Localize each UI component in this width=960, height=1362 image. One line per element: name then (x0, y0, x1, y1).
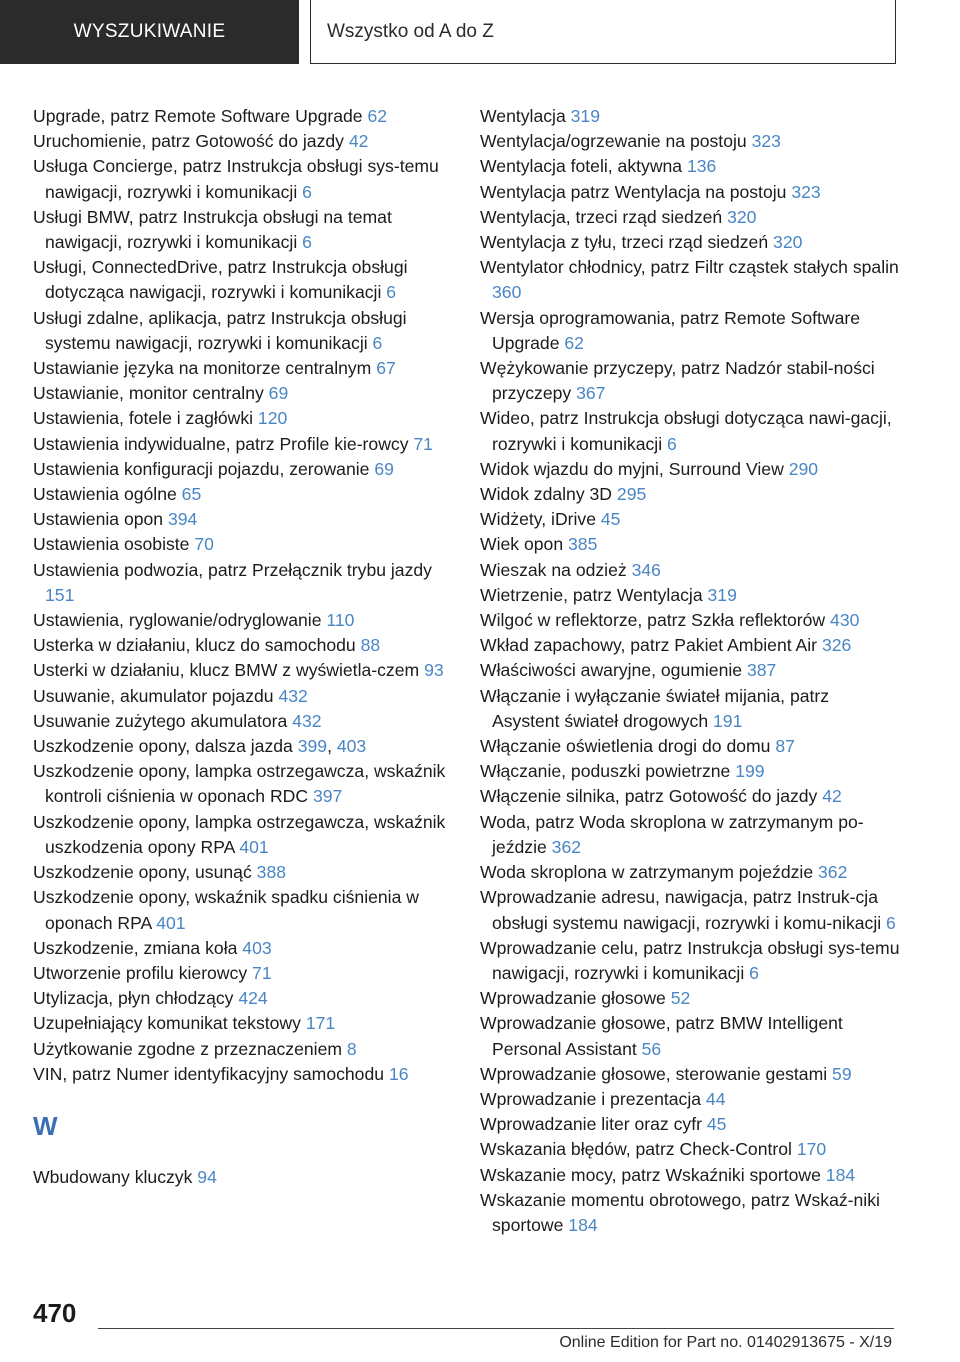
index-entry (33, 457, 453, 482)
index-entry-text: Uszkodzenie opony, wskaźnik spadku ciśnienia w oponach RPA (33, 887, 419, 933)
page-link[interactable]: 93 (424, 660, 444, 681)
index-entry-text: Usuwanie, akumulator pojazdu (33, 685, 279, 706)
page-link[interactable]: 6 (302, 181, 312, 202)
page-link[interactable]: 320 (773, 232, 803, 253)
index-entry-text: Uruchomienie, patrz Gotowość do jazdy (33, 131, 349, 152)
page-link[interactable]: 319 (570, 106, 600, 126)
page-link[interactable]: 42 (348, 131, 369, 152)
index-entry-text: Uzupełniający komunikat tekstowy (33, 1013, 306, 1034)
index-entry (33, 1165, 453, 1190)
index-entry-text: Wbudowany kluczyk (33, 1166, 198, 1187)
index-entry-text: Uszkodzenie opony, lampka ostrzegawcza, wskaźnik kontroli ciśnienia w oponach RDC (33, 761, 446, 807)
index-entry (480, 1087, 900, 1112)
index-entry-text: Usługi BMW, patrz Instrukcja obsługi na temat nawigacji, rozrywki i komunikacji (33, 206, 392, 253)
page-link[interactable]: 87 (775, 736, 795, 757)
index-entry-text: Ustawianie, monitor centralny (33, 383, 269, 404)
index-entry (480, 936, 900, 986)
index-entry-text: Ustawienia ogólne (33, 484, 182, 505)
index-entry (33, 658, 453, 683)
index-entry (480, 104, 900, 129)
index-entry (480, 986, 900, 1011)
index-entry-text: Usuwanie zużytego akumulatora (33, 710, 293, 731)
index-entry (33, 633, 453, 658)
index-entry-text: Wskazanie mocy, patrz Wskaźniki sportowe (480, 1164, 826, 1185)
page-link[interactable]: 191 (713, 710, 743, 731)
index-entry-text: Wskazania błędów, patrz Check-Control (480, 1139, 797, 1160)
index-entry: Uszkodzenie opony, dalsza jazda 399, 403 (33, 736, 367, 757)
index-entry (480, 658, 900, 683)
index-entry-text: Uszkodzenie opony, dalsza jazda (33, 736, 298, 757)
page-link[interactable]: 394 (167, 509, 198, 530)
index-entry (33, 205, 453, 255)
footer-divider (98, 1328, 894, 1329)
page-link[interactable]: 59 (832, 1063, 852, 1084)
index-entry-text: Usterka w działaniu, klucz do samochodu (33, 635, 361, 656)
section-letter: W (33, 1110, 58, 1141)
index-entry (33, 684, 453, 709)
index-entry-text: Włączenie silnika, patrz Gotowość do jazdy (480, 786, 823, 807)
index-entry (480, 457, 900, 482)
index-entry (480, 129, 900, 154)
index-entry (33, 432, 453, 457)
index-entry-text: Wideo, patrz Instrukcja obsługi dotycząca nawi-gacji, rozrywki i komunikacji (480, 408, 892, 454)
index-entry-text: Wersja oprogramowania, patrz Remote Software Upgrade (480, 307, 861, 353)
page-link[interactable]: 184 (825, 1164, 856, 1185)
index-entry-text: Wieszak na odzież (480, 559, 632, 580)
index-entry-text: Wentylacja, trzeci rząd siedzeń (480, 206, 728, 227)
page-link[interactable]: 67 (376, 358, 396, 379)
page-link[interactable]: 323 (791, 181, 821, 202)
index-entry (33, 885, 453, 935)
page-link[interactable]: 45 (706, 1114, 727, 1135)
page-link[interactable]: 62 (564, 332, 584, 353)
index-entry (480, 633, 900, 658)
index-entry (33, 129, 453, 154)
index-entry (480, 810, 900, 860)
page-link[interactable]: 6 (386, 282, 397, 303)
page-link[interactable]: 170 (796, 1139, 827, 1160)
index-entry-text: Woda skroplona w zatrzymanym pojeździe (480, 862, 819, 883)
page-link[interactable]: 326 (821, 635, 852, 656)
page-link[interactable]: 120 (257, 408, 288, 429)
index-entry-text: Upgrade, patrz Remote Software Upgrade (33, 106, 368, 126)
index-entry (480, 885, 900, 935)
index-entry-text: Wiek opon (480, 534, 569, 555)
page-link[interactable]: 52 (670, 988, 691, 1009)
index-entry-text: Wężykowanie przyczepy, patrz Nadzór stabil-ności przyczepy (480, 358, 875, 404)
page-link[interactable]: 323 (751, 131, 781, 152)
page-link[interactable]: 362 (551, 836, 582, 857)
index-entry-text: Ustawienia, fotele i zagłówki (33, 408, 258, 429)
index-entry (33, 1037, 453, 1062)
index-entry (33, 154, 453, 204)
page-link[interactable]: 45 (600, 509, 621, 530)
index-entry (33, 507, 453, 532)
page-link[interactable]: 290 (788, 458, 819, 479)
page-link[interactable]: 6 (302, 232, 312, 253)
index-entry-text: Ustawianie języka na monitorze centralnym (33, 358, 377, 379)
index-entry-text: Ustawienia opon (33, 509, 168, 530)
index-entry (480, 255, 900, 305)
index-entry (33, 255, 453, 305)
index-entry-text: Usługa Concierge, patrz Instrukcja obsługi sys-temu nawigacji, rozrywki i komunikacji (33, 156, 439, 202)
current-tab[interactable]: Wszystko od A do Z (310, 0, 896, 64)
page-link[interactable]: 56 (641, 1038, 662, 1059)
page-link[interactable]: 184 (568, 1214, 598, 1235)
page-link[interactable]: 346 (631, 559, 661, 580)
index-entry-text: Wentylator chłodnicy, patrz Filtr cząstek stałych spalin (480, 257, 899, 278)
index-entry-text: Wietrzenie, patrz Wentylacja (480, 584, 708, 605)
index-entry (480, 406, 900, 456)
index-entry-text: Wprowadzanie adresu, nawigacja, patrz Instruk-cja obsługi systemu nawigacji, rozrywki i komu-nikacji (480, 887, 887, 933)
page-link[interactable]: 6 (667, 433, 677, 454)
index-entry (480, 205, 900, 230)
page-link[interactable]: 6 (749, 962, 759, 983)
page-link[interactable]: 44 (705, 1088, 726, 1109)
index-entry (480, 1137, 900, 1162)
index-entry (480, 860, 900, 885)
index-entry (33, 759, 453, 809)
index-entry (480, 583, 900, 608)
index-entry-text: Wentylacja foteli, aktywna (480, 156, 687, 177)
index-entry (480, 306, 900, 356)
index-entry (480, 684, 900, 734)
index-entry (33, 608, 453, 633)
index-entry (33, 860, 453, 885)
index-entry-text: Ustawienia, ryglowanie/odryglowanie (33, 610, 327, 631)
index-entry (33, 532, 453, 557)
index-entry-text: Wentylacja/ogrzewanie na postoju (480, 131, 752, 152)
index-entry-text: Wentylacja patrz Wentylacja na postoju (480, 181, 792, 202)
index-entry-text: Widok zdalny 3D (480, 484, 617, 505)
index-entry (33, 356, 453, 381)
page-link[interactable]: 295 (616, 484, 647, 505)
page-link[interactable]: 42 (822, 786, 842, 807)
index-entry (480, 230, 900, 255)
index-entry-text: Wprowadzanie głosowe, patrz BMW Intelligent Personal Assistant (480, 1013, 843, 1059)
index-entry-text: Widżety, iDrive (480, 509, 601, 530)
page-link[interactable]: 320 (727, 206, 757, 227)
page-link[interactable]: 151 (45, 584, 75, 605)
index-entry-text: Wkład zapachowy, patrz Pakiet Ambient Air (480, 635, 822, 656)
index-entry (480, 356, 900, 406)
page-link[interactable]: 319 (707, 584, 737, 605)
page-link[interactable]: 110 (326, 610, 355, 631)
page-link[interactable]: 88 (360, 635, 381, 656)
page-link[interactable]: 403 (336, 736, 367, 757)
index-entry (480, 482, 900, 507)
page-link[interactable]: 397 (312, 786, 343, 807)
index-entry (480, 507, 900, 532)
page-link[interactable]: 424 (238, 988, 268, 1009)
index-entry-text: Ustawienia podwozia, patrz Przełącznik trybu jazdy (33, 559, 432, 580)
page-link[interactable]: 401 (156, 912, 186, 933)
index-entry (33, 810, 453, 860)
page-link[interactable]: 8 (346, 1038, 357, 1059)
page-link[interactable]: 71 (252, 962, 272, 983)
page-link[interactable]: 199 (735, 761, 765, 782)
page-link[interactable]: 430 (830, 610, 860, 631)
page-link[interactable]: 70 (194, 534, 214, 555)
index-entry-text: Wprowadzanie głosowe (480, 988, 671, 1009)
index-entry (480, 532, 900, 557)
index-entry (480, 1188, 900, 1238)
index-entry (480, 1062, 900, 1087)
page-link[interactable]: 69 (374, 458, 394, 479)
index-entry (480, 759, 900, 784)
page-link[interactable]: 367 (576, 383, 606, 404)
index-entry-text: Wilgoć w reflektorze, patrz Szkła reflektorów (480, 610, 831, 631)
index-entry-text: Ustawienia osobiste (33, 534, 195, 555)
index-entry-text: Uszkodzenie opony, lampka ostrzegawcza, wskaźnik uszkodzenia opony RPA (33, 811, 446, 857)
page-link[interactable]: 399 (297, 736, 328, 757)
index-entry (480, 608, 900, 633)
footer-edition: Online Edition for Part no. 01402913675 - X/19 (559, 1334, 892, 1351)
page-link[interactable]: 6 (372, 332, 383, 353)
page-link[interactable]: 6 (886, 912, 896, 933)
index-entry-text: Usterki w działaniu, klucz BMW z wyświetla-czem (33, 660, 425, 681)
index-entry (33, 381, 453, 406)
index-entry-text: Wentylacja (480, 106, 571, 126)
index-entry (33, 1062, 453, 1087)
page-link[interactable]: 432 (292, 710, 322, 731)
index-entry (33, 104, 453, 129)
index-entry (33, 558, 453, 608)
index-entry-text: VIN, patrz Numer identyfikacyjny samochodu (33, 1063, 389, 1084)
page-link[interactable]: 388 (256, 862, 287, 883)
index-entry-text: Wskazanie momentu obrotowego, patrz Wskaź-niki sportowe (480, 1189, 880, 1235)
index-entry-text: Wprowadzanie i prezentacja (480, 1088, 706, 1109)
index-entry-text: Uszkodzenie opony, usunąć (33, 862, 257, 883)
index-entry-text: Uszkodzenie, zmiana koła (33, 937, 243, 958)
index-entry-text: Widok wjazdu do myjni, Surround View (480, 458, 789, 479)
index-entry (480, 558, 900, 583)
index-entry-text: Utworzenie profilu kierowcy (33, 962, 253, 983)
page-link[interactable]: 69 (268, 383, 289, 404)
index-entry (33, 406, 453, 431)
page-link[interactable]: 387 (746, 660, 777, 681)
index-entry-text: Usługi zdalne, aplikacja, patrz Instrukcja obsługi systemu nawigacji, rozrywki i komunikacji (33, 307, 407, 353)
index-column-left (33, 104, 453, 1190)
index-entry (33, 1011, 453, 1036)
page-link[interactable]: 16 (388, 1063, 409, 1084)
index-entry (480, 734, 900, 759)
index-entry-text: Ustawienia konfiguracji pojazdu, zerowanie (33, 458, 375, 479)
index-entry-text: Właściwości awaryjne, ogumienie (480, 660, 747, 681)
index-column-right (480, 104, 900, 1238)
index-entry (480, 180, 900, 205)
index-entry-text: Ustawienia indywidualne, patrz Profile kie-rowcy (33, 433, 414, 454)
index-entry-text: Wprowadzanie głosowe, sterowanie gestami (480, 1063, 833, 1084)
page-link[interactable]: 360 (492, 282, 522, 303)
index-entry-text: Włączanie i wyłączanie świateł mijania, patrz Asystent świateł drogowych (480, 685, 830, 731)
index-entry-text: Wprowadzanie liter oraz cyfr (480, 1114, 707, 1135)
page-link[interactable]: 65 (181, 484, 202, 505)
index-entry-text: Utylizacja, płyn chłodzący (33, 988, 239, 1009)
index-entry (33, 961, 453, 986)
page-link[interactable]: 136 (686, 156, 717, 177)
page-link[interactable]: 432 (278, 685, 308, 706)
page-link[interactable]: 94 (197, 1166, 217, 1187)
index-entry-text: Użytkowanie zgodne z przeznaczeniem (33, 1038, 347, 1059)
index-entry-text: Usługi, ConnectedDrive, patrz Instrukcja obsługi dotycząca nawigacji, rozrywki i komunikacji (33, 257, 408, 303)
index-entry (480, 154, 900, 179)
index-entry-text: Wentylacja z tyłu, trzeci rząd siedzeń (480, 232, 774, 253)
page-number: 470 (33, 1298, 77, 1328)
index-entry (480, 1163, 900, 1188)
index-entry (33, 306, 453, 356)
page-link[interactable]: 401 (239, 836, 269, 857)
index-entry (480, 1112, 900, 1137)
page-link[interactable]: 62 (367, 106, 388, 126)
index-entry (33, 482, 453, 507)
index-entry (33, 936, 453, 961)
page-link[interactable]: 362 (818, 862, 848, 883)
index-entry (33, 986, 453, 1011)
page-link[interactable]: 71 (413, 433, 433, 454)
page-header (0, 0, 960, 66)
index-entry-text: Włączanie, poduszki powietrzne (480, 761, 736, 782)
page-link[interactable]: 403 (242, 937, 272, 958)
index-entry (480, 1011, 900, 1061)
page-link[interactable]: 171 (305, 1013, 336, 1034)
index-entry (33, 709, 453, 734)
page-link[interactable]: 385 (568, 534, 598, 555)
index-entry-text: Woda, patrz Woda skroplona w zatrzymanym po-jeździe (480, 811, 864, 857)
index-entry-text: Włączanie oświetlenia drogi do domu (480, 736, 776, 757)
index-entry (480, 784, 900, 809)
section-tab[interactable]: WYSZUKIWANIE (0, 0, 299, 64)
index-entry-text: Wprowadzanie celu, patrz Instrukcja obsługi sys-temu nawigacji, rozrywki i komunikacji (480, 937, 900, 983)
